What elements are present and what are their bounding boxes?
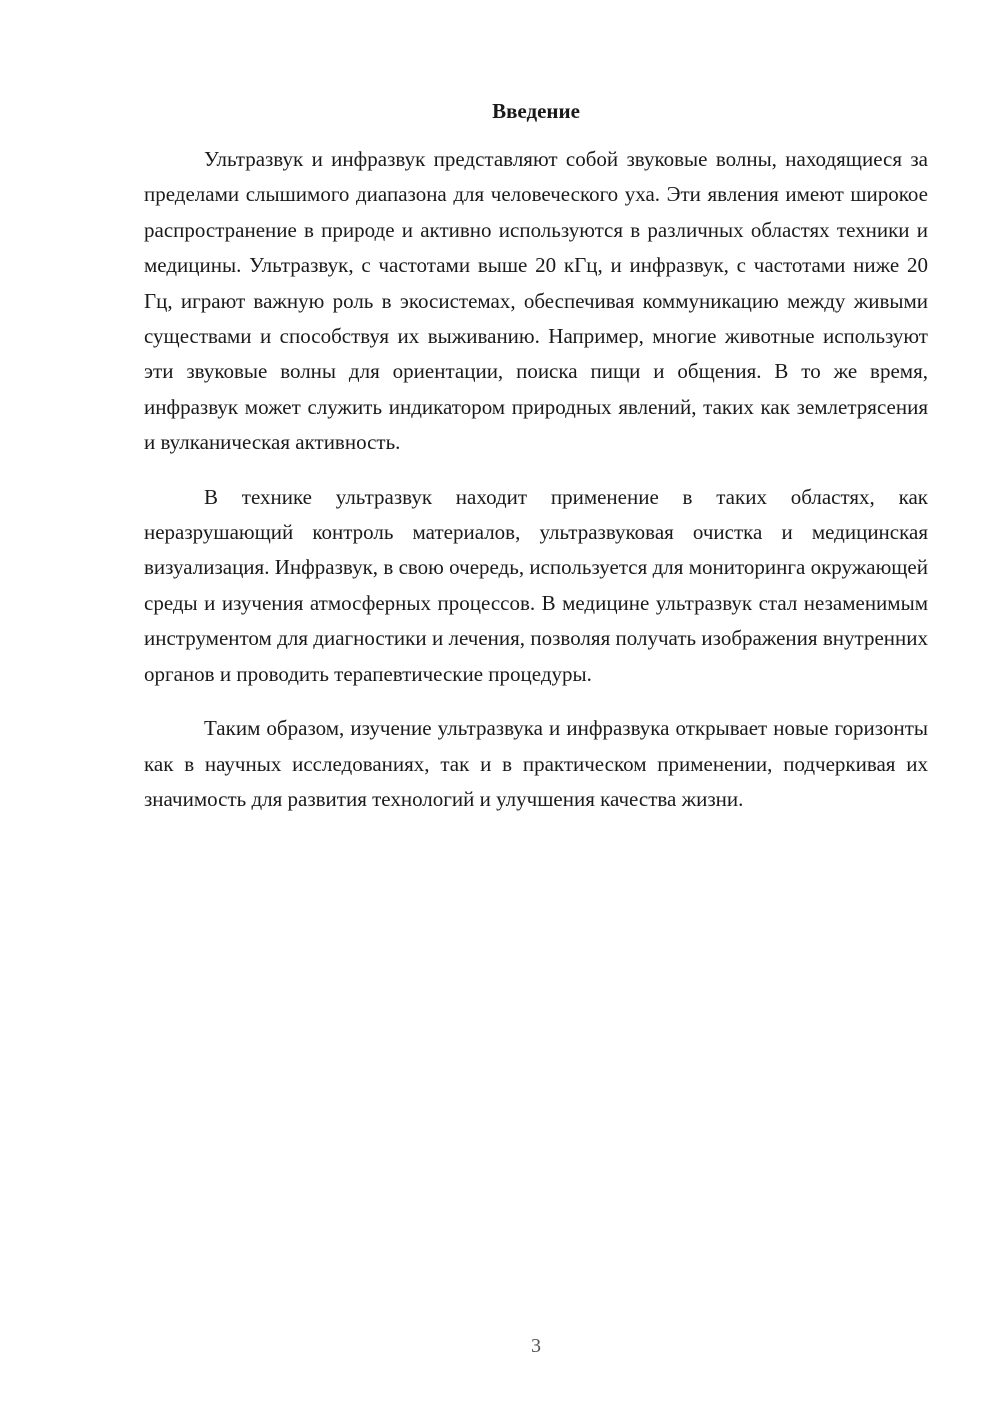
paragraph-2: В технике ультразвук находит применение в таких областях, как неразрушающий контроль материалов, ультразвуковая очистка и медицинская визуализация. Инфразвук, в свою очередь, используется для мониторинга окружающей среды и изучения атмосферных процессов. В медицине ультразвук стал незаменимым инструментом для диагностики и лечения, позволяя получать изображения внутренних органов и проводить терапевтические процедуры.: [144, 484, 928, 686]
page-number: 3: [531, 1335, 541, 1357]
body-text: [144, 142, 928, 817]
section-heading: Введение: [492, 99, 580, 123]
paragraph-1: Ультразвук и инфразвук представляют собой звуковые волны, находящиеся за пределами слышимого диапазона для человеческого уха. Эти явления имеют широкое распространение в природе и активно используются в различных областях техники и медицины. Ультразвук, с частотами выше 20 кГц, и инфразвук, с частотами ниже 20 Гц, играют важную роль в экосистемах, обеспечивая коммуникацию между живыми существами и способствуя их выживанию. Например, многие животные используют эти звуковые волны для ориентации, поиска пищи и общения. В то же время, инфразвук может служить индикатором природных явлений, таких как землетрясения и вулканическая активность.: [144, 147, 928, 455]
paragraph-3: Таким образом, изучение ультразвука и инфразвука открывает новые горизонты как в научных исследованиях, так и в практическом применении, подчеркивая их значимость для развития технологий и улучшения качества жизни.: [144, 716, 928, 811]
